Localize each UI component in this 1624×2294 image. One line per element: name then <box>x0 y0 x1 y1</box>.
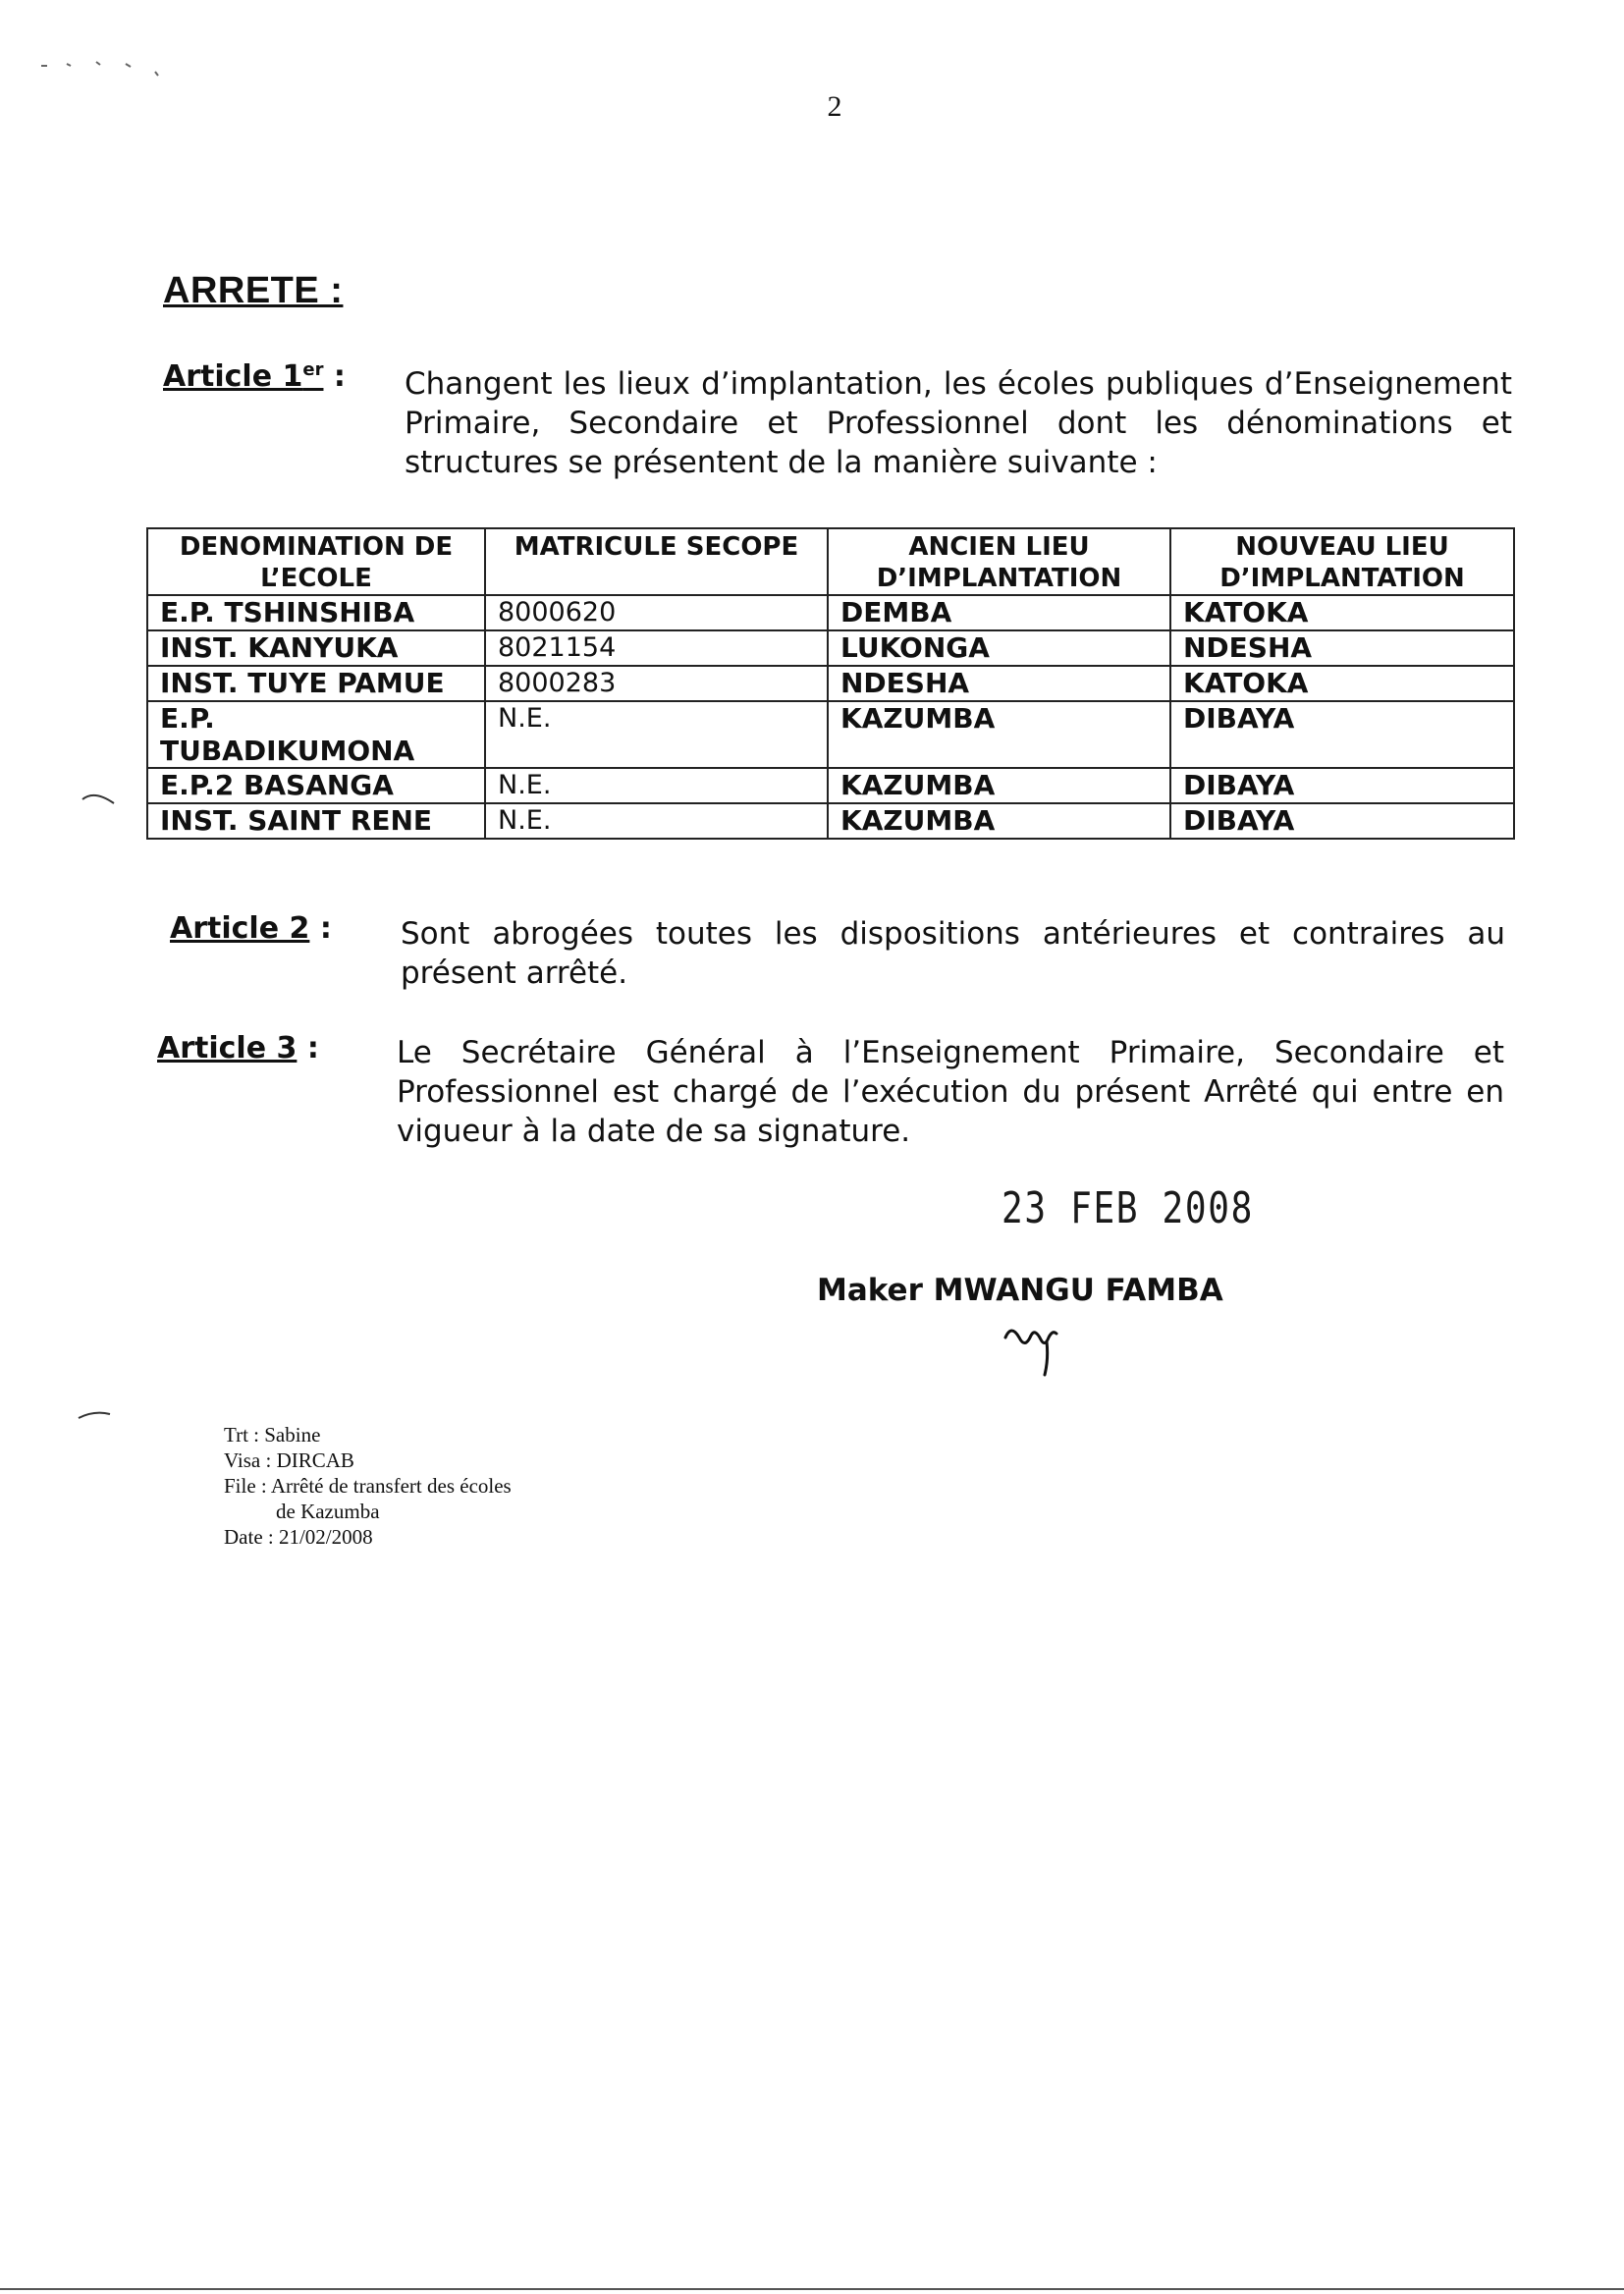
table-row <box>147 768 1514 803</box>
cell-nouveau-lieu: DIBAYA <box>1170 803 1514 839</box>
article-2-text: Sont abrogées toutes les dispositions antérieures et contraires au présent arrêté. <box>401 916 1505 991</box>
table-header-row <box>147 528 1514 595</box>
article-2-label <box>170 911 332 946</box>
article-1-label <box>163 359 346 394</box>
cell-denomination: E.P. TUBADIKUMONA <box>147 701 485 768</box>
cell-ancien-lieu: KAZUMBA <box>828 803 1170 839</box>
table-row <box>147 666 1514 701</box>
footer-file-cont: de Kazumba <box>276 1500 380 1523</box>
article-3-colon: : <box>297 1031 319 1065</box>
table-row <box>147 803 1514 839</box>
article-2-label-text: Article 2 <box>170 911 310 946</box>
page-number: 2 <box>827 90 842 123</box>
date-stamp: 23 FEB 2008 <box>1001 1183 1254 1233</box>
header-matricule: MATRICULE SECOPE <box>485 528 828 595</box>
article-1-label-text: Article 1 <box>163 359 303 394</box>
scan-mark-left-1 <box>81 786 120 809</box>
cell-matricule: 8000283 <box>485 666 828 701</box>
cell-ancien-lieu: LUKONGA <box>828 630 1170 666</box>
table-row <box>147 630 1514 666</box>
footer-trt: Trt : Sabine <box>224 1423 321 1447</box>
table-row <box>147 595 1514 630</box>
footer-date: Date : 21/02/2008 <box>224 1525 373 1549</box>
cell-nouveau-lieu: NDESHA <box>1170 630 1514 666</box>
cell-ancien-lieu: KAZUMBA <box>828 701 1170 768</box>
cell-ancien-lieu: NDESHA <box>828 666 1170 701</box>
article-3-label-text: Article 3 <box>157 1031 298 1065</box>
decree-heading: ARRETE : <box>163 270 344 311</box>
schools-table <box>146 527 1515 840</box>
cell-denomination: INST. KANYUKA <box>147 630 485 666</box>
cell-matricule: N.E. <box>485 803 828 839</box>
cell-matricule: 8021154 <box>485 630 828 666</box>
cell-denomination: INST. TUYE PAMUE <box>147 666 485 701</box>
footer-file: File : Arrêté de transfert des écoles <box>224 1474 512 1498</box>
article-1-colon: : <box>323 359 346 394</box>
article-1-text: Changent les lieux d’implantation, les écoles publiques d’Enseignement Primaire, Secondaire et Professionnel dont les dénominations et structures se présentent de la manière suivante : <box>405 366 1512 480</box>
footer-block <box>224 1422 512 1550</box>
header-nouveau-lieu: NOUVEAU LIEU D’IMPLANTATION <box>1170 528 1514 595</box>
cell-matricule: 8000620 <box>485 595 828 630</box>
scan-mark-left-2 <box>77 1406 116 1426</box>
scan-mark-top-left <box>39 54 167 83</box>
article-3-label <box>157 1031 319 1065</box>
article-3-text: Le Secrétaire Général à l’Enseignement Primaire, Secondaire et Professionnel est chargé de l’exécution du présent Arrêté qui entre en vigueur à la date de sa signature. <box>397 1035 1504 1149</box>
header-ancien-lieu: ANCIEN LIEU D’IMPLANTATION <box>828 528 1170 595</box>
cell-matricule: N.E. <box>485 768 828 803</box>
table-row <box>147 701 1514 768</box>
header-denomination: DENOMINATION DE L’ECOLE <box>147 528 485 595</box>
cell-ancien-lieu: DEMBA <box>828 595 1170 630</box>
cell-nouveau-lieu: DIBAYA <box>1170 768 1514 803</box>
cell-nouveau-lieu: KATOKA <box>1170 595 1514 630</box>
signatory-name: Maker MWANGU FAMBA <box>817 1273 1223 1308</box>
handwritten-signature <box>992 1316 1080 1385</box>
article-2-colon: : <box>309 911 332 946</box>
cell-denomination: E.P.2 BASANGA <box>147 768 485 803</box>
cell-denomination: INST. SAINT RENE <box>147 803 485 839</box>
article-1-label-sup: er <box>302 359 324 380</box>
cell-nouveau-lieu: KATOKA <box>1170 666 1514 701</box>
footer-visa: Visa : DIRCAB <box>224 1448 354 1472</box>
cell-ancien-lieu: KAZUMBA <box>828 768 1170 803</box>
cell-nouveau-lieu: DIBAYA <box>1170 701 1514 768</box>
cell-denomination: E.P. TSHINSHIBA <box>147 595 485 630</box>
cell-matricule: N.E. <box>485 701 828 768</box>
scan-bottom-line <box>0 2288 1624 2290</box>
